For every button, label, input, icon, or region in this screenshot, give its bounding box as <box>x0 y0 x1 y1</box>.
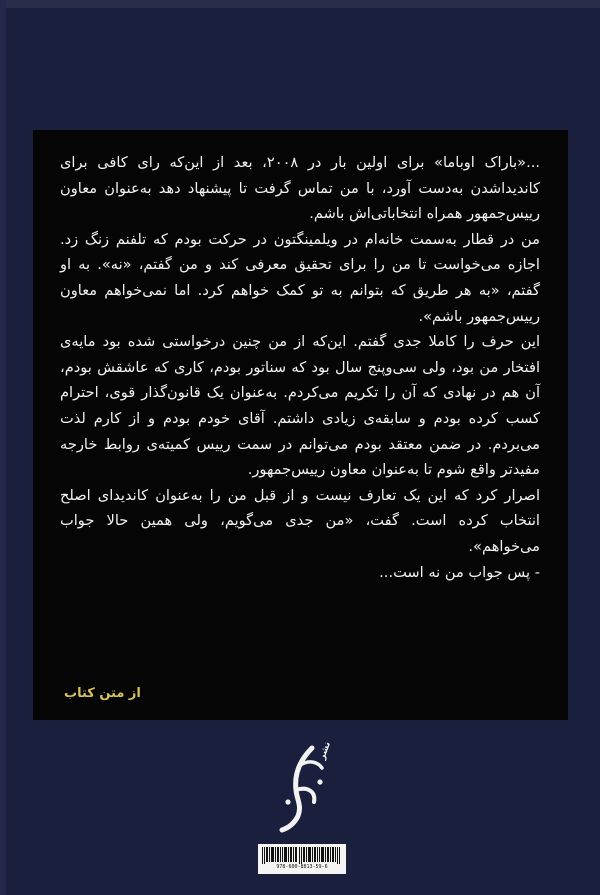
excerpt-paragraph-5: - پس جواب من نه است... <box>379 563 540 581</box>
excerpt-paragraph-2: من در قطار به‌سمت خانه‌ام در ویلمینگتون در حرکت بودم که تلفنم زنگ زد. اجازه می‌خواست تا من را برای تحقیق معرفی کند و من گفتم، «نه». به او گفتم، «به هر طریق که بتوانم به تو کمک خواهم کرد. اما نمی‌خواهم معاون رییس‌جمهور باشم». <box>60 230 540 325</box>
isbn-number: 978-600-8813-59-6 <box>276 864 328 870</box>
isbn-barcode <box>258 844 346 874</box>
excerpt-paragraph-1: ...«باراک اوباما» برای اولین بار در ۲۰۰۸، بعد از این‌که رای کافی برای کاندیداشدن به‌دست آورد، با من تماس گرفت تا پیشنهاد دهد به‌عنوان معاون رییس‌جمهور همراه انتخاباتی‌اش باشم. <box>60 154 540 223</box>
publisher-logo-subtext: نشر <box>317 742 334 762</box>
publisher-logo <box>272 742 334 838</box>
cover-top-edge <box>0 0 600 8</box>
barcode-bars <box>262 847 342 864</box>
excerpt-text <box>60 150 540 585</box>
publisher-logo-mark <box>272 742 334 838</box>
excerpt-source-label: از متن کتاب <box>64 686 141 701</box>
excerpt-paragraph-4: اصرار کرد که این یک تعارف نیست و از قبل من را به‌عنوان کاندیدای اصلح انتخاب کرده است. گفت، «من جدی می‌گویم، ولی همین حالا جواب می‌خواهم». <box>60 486 540 555</box>
excerpt-paragraph-3: این حرف را کاملا جدی گفتم. این‌که از من چنین درخواستی شده بود مایه‌ی افتخار من بود، ولی سی‌وپنج سال بود که سناتور بودم، کاری که عاشقش بودم، آن هم در نهادی که آن را تکریم می‌کردم. به‌عنوان یک قانون‌گذار قوی، احترام کسب کرده بودم و سابقه‌ی زیادی داشتم. آقای خودم بودم و از کارم لذت می‌بردم. در ضمن معتقد بودم می‌توانم در سمت رییس کمیته‌ی روابط خارجه مفیدتر واقع شوم تا به‌عنوان معاون رییس‌جمهور. <box>60 333 540 479</box>
cover-left-edge <box>0 0 6 895</box>
